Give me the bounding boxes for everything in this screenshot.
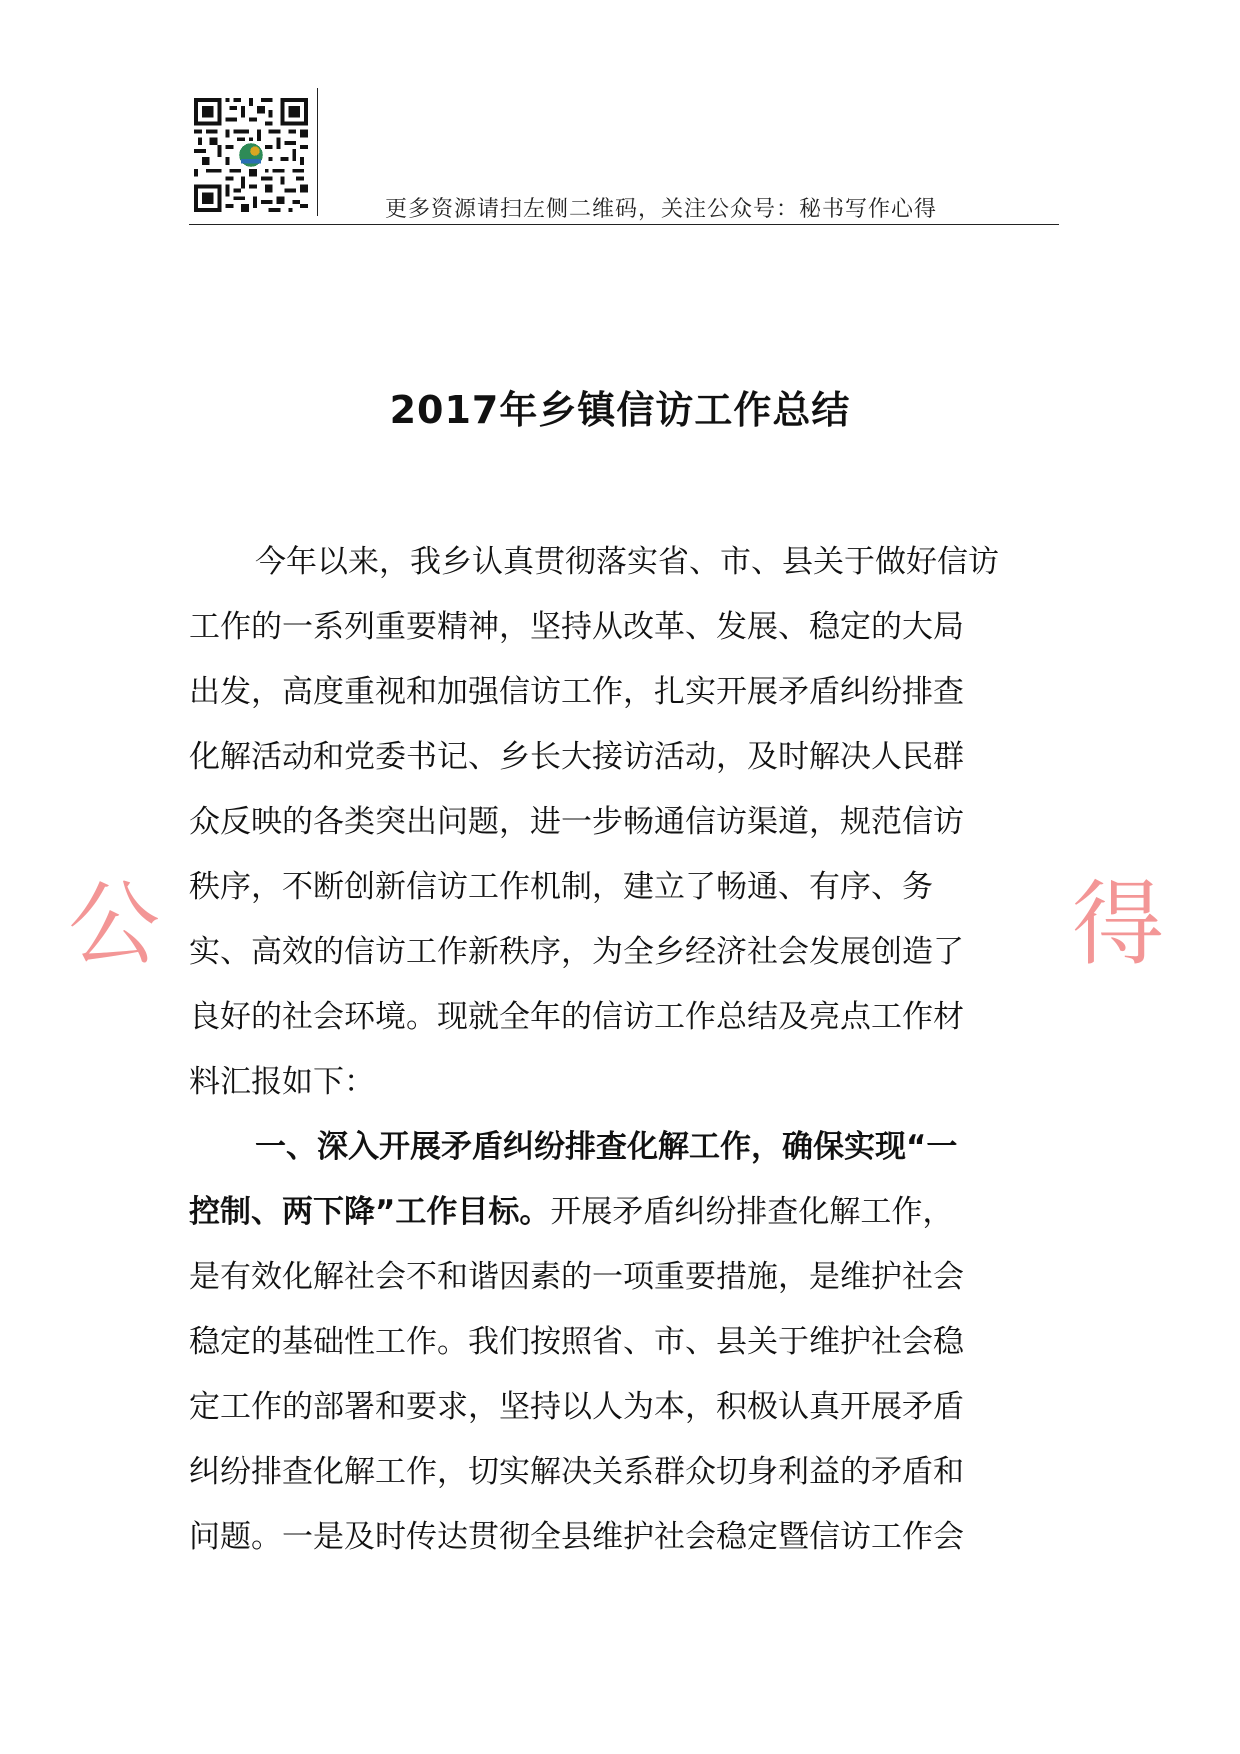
section-line: 纠纷排查化解工作，切实解决关系群众切身利益的矛盾和 xyxy=(189,1454,964,1490)
body-line: 化解活动和党委书记、乡长大接访活动，及时解决人民群 xyxy=(189,739,964,775)
body-line: 秩序，不断创新信访工作机制，建立了畅通、有序、务 xyxy=(189,869,933,905)
document-body xyxy=(189,530,1034,1570)
watermark-right: 得 xyxy=(1072,871,1165,978)
body-line: 料汇报如下： xyxy=(189,1064,375,1100)
section-heading: 一、深入开展矛盾纠纷排查化解工作，确保实现“一 xyxy=(255,1129,958,1165)
header-note: 更多资源请扫左侧二维码，关注公众号：秘书写作心得 xyxy=(385,197,938,222)
header-divider-vertical xyxy=(317,88,318,216)
body-line: 工作的一系列重要精神，坚持从改革、发展、稳定的大局 xyxy=(189,609,964,645)
qr-code xyxy=(194,98,308,212)
document-title: 2017年乡镇信访工作总结 xyxy=(389,388,851,432)
body-line: 良好的社会环境。现就全年的信访工作总结及亮点工作材 xyxy=(189,999,964,1035)
page-header xyxy=(189,88,1059,225)
body-line: 实、高效的信访工作新秩序，为全乡经济社会发展创造了 xyxy=(189,934,964,970)
section-line: 稳定的基础性工作。我们按照省、市、县关于维护社会稳 xyxy=(189,1324,964,1360)
section-line: 问题。一是及时传达贯彻全县维护社会稳定暨信访工作会 xyxy=(189,1519,964,1555)
body-line: 今年以来，我乡认真贯彻落实省、市、县关于做好信访 xyxy=(255,544,999,580)
body-line: 出发，高度重视和加强信访工作，扎实开展矛盾纠纷排查 xyxy=(189,674,964,710)
qr-code-icon xyxy=(194,98,308,212)
section-line: 定工作的部署和要求，坚持以人为本，积极认真开展矛盾 xyxy=(189,1389,964,1425)
section-text-start: 开展矛盾纠纷排查化解工作， xyxy=(550,1194,954,1230)
section-heading-continued: 控制、两下降”工作目标。 xyxy=(189,1194,551,1230)
header-rule xyxy=(189,224,1059,225)
section-line: 是有效化解社会不和谐因素的一项重要措施，是维护社会 xyxy=(189,1259,964,1295)
section-heading-line2 xyxy=(189,1180,1034,1245)
watermark-left: 公 xyxy=(68,871,161,978)
body-line: 众反映的各类突出问题，进一步畅通信访渠道，规范信访 xyxy=(189,804,964,840)
